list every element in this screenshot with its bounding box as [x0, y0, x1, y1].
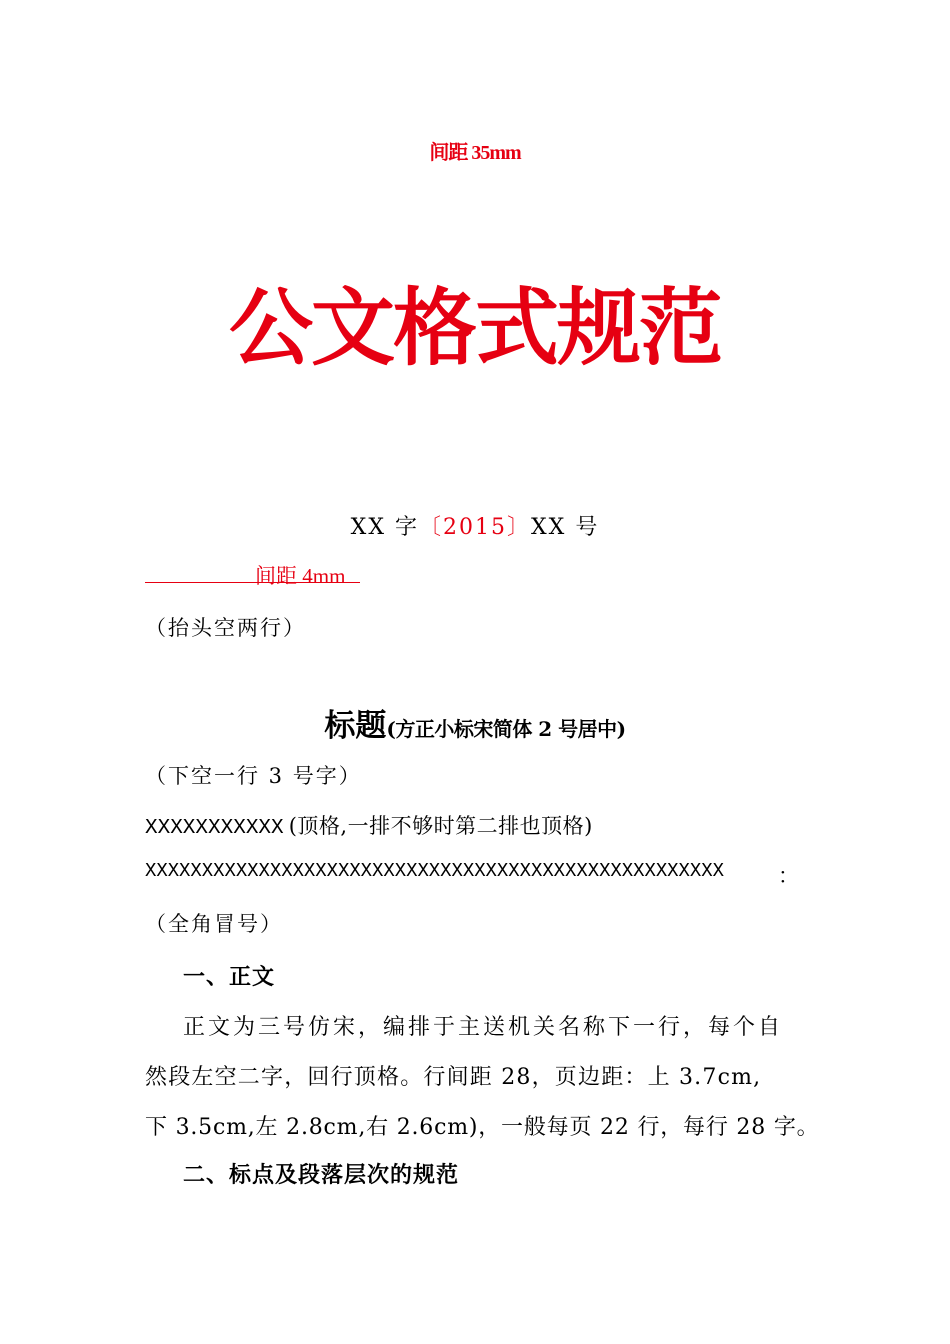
recipient-colon: ：	[778, 864, 801, 888]
recipient-placeholder-long: XXXXXXXXXXXXXXXXXXXXXXXXXXXXXXXXXXXXXXXXXXXXXXXXXXX	[145, 860, 724, 882]
body-paragraph-line-2: 然段左空二字，回行顶格。行间距 28，页边距：上 3.7cm,	[145, 1065, 762, 1090]
doc-number-prefix: XX 字	[350, 515, 419, 540]
recipient-colon-note: （全角冒号）	[145, 912, 283, 936]
document-title: 公文格式规范	[228, 278, 721, 377]
recipient-line-1	[145, 810, 593, 840]
spacing-top-annotation: 间距 35mm	[429, 142, 521, 164]
below-blank-note: （下空一行 3 号字）	[145, 764, 362, 788]
subtitle-main: 标题	[324, 708, 387, 744]
body-paragraph-line-1: 正文为三号仿宋，编排于主送机关名称下一行，每个自	[183, 1015, 784, 1040]
subtitle	[0, 700, 950, 745]
header-blank-note: （抬头空两行）	[145, 616, 306, 640]
recipient-placeholder: XXXXXXXXXXX	[145, 817, 284, 840]
recipient-line-2	[145, 860, 724, 882]
recipient-note: (顶格,一排不够时第二排也顶格)	[288, 814, 593, 838]
body-paragraph-line-3: 下 3.5cm,左 2.8cm,右 2.6cm)，一般每页 22 行，每行 28 字。	[145, 1115, 820, 1140]
section-heading-1: 一、正文	[183, 965, 276, 990]
section-heading-2: 二、标点及段落层次的规范	[183, 1163, 460, 1188]
spacing-mid-annotation: 间距 4mm	[255, 564, 346, 588]
doc-number-year: 〔2015〕	[419, 515, 531, 540]
subtitle-note: (方正小标宋简体 2 号居中)	[386, 717, 626, 741]
doc-number-suffix: XX 号	[531, 515, 600, 540]
document-number	[0, 510, 950, 541]
